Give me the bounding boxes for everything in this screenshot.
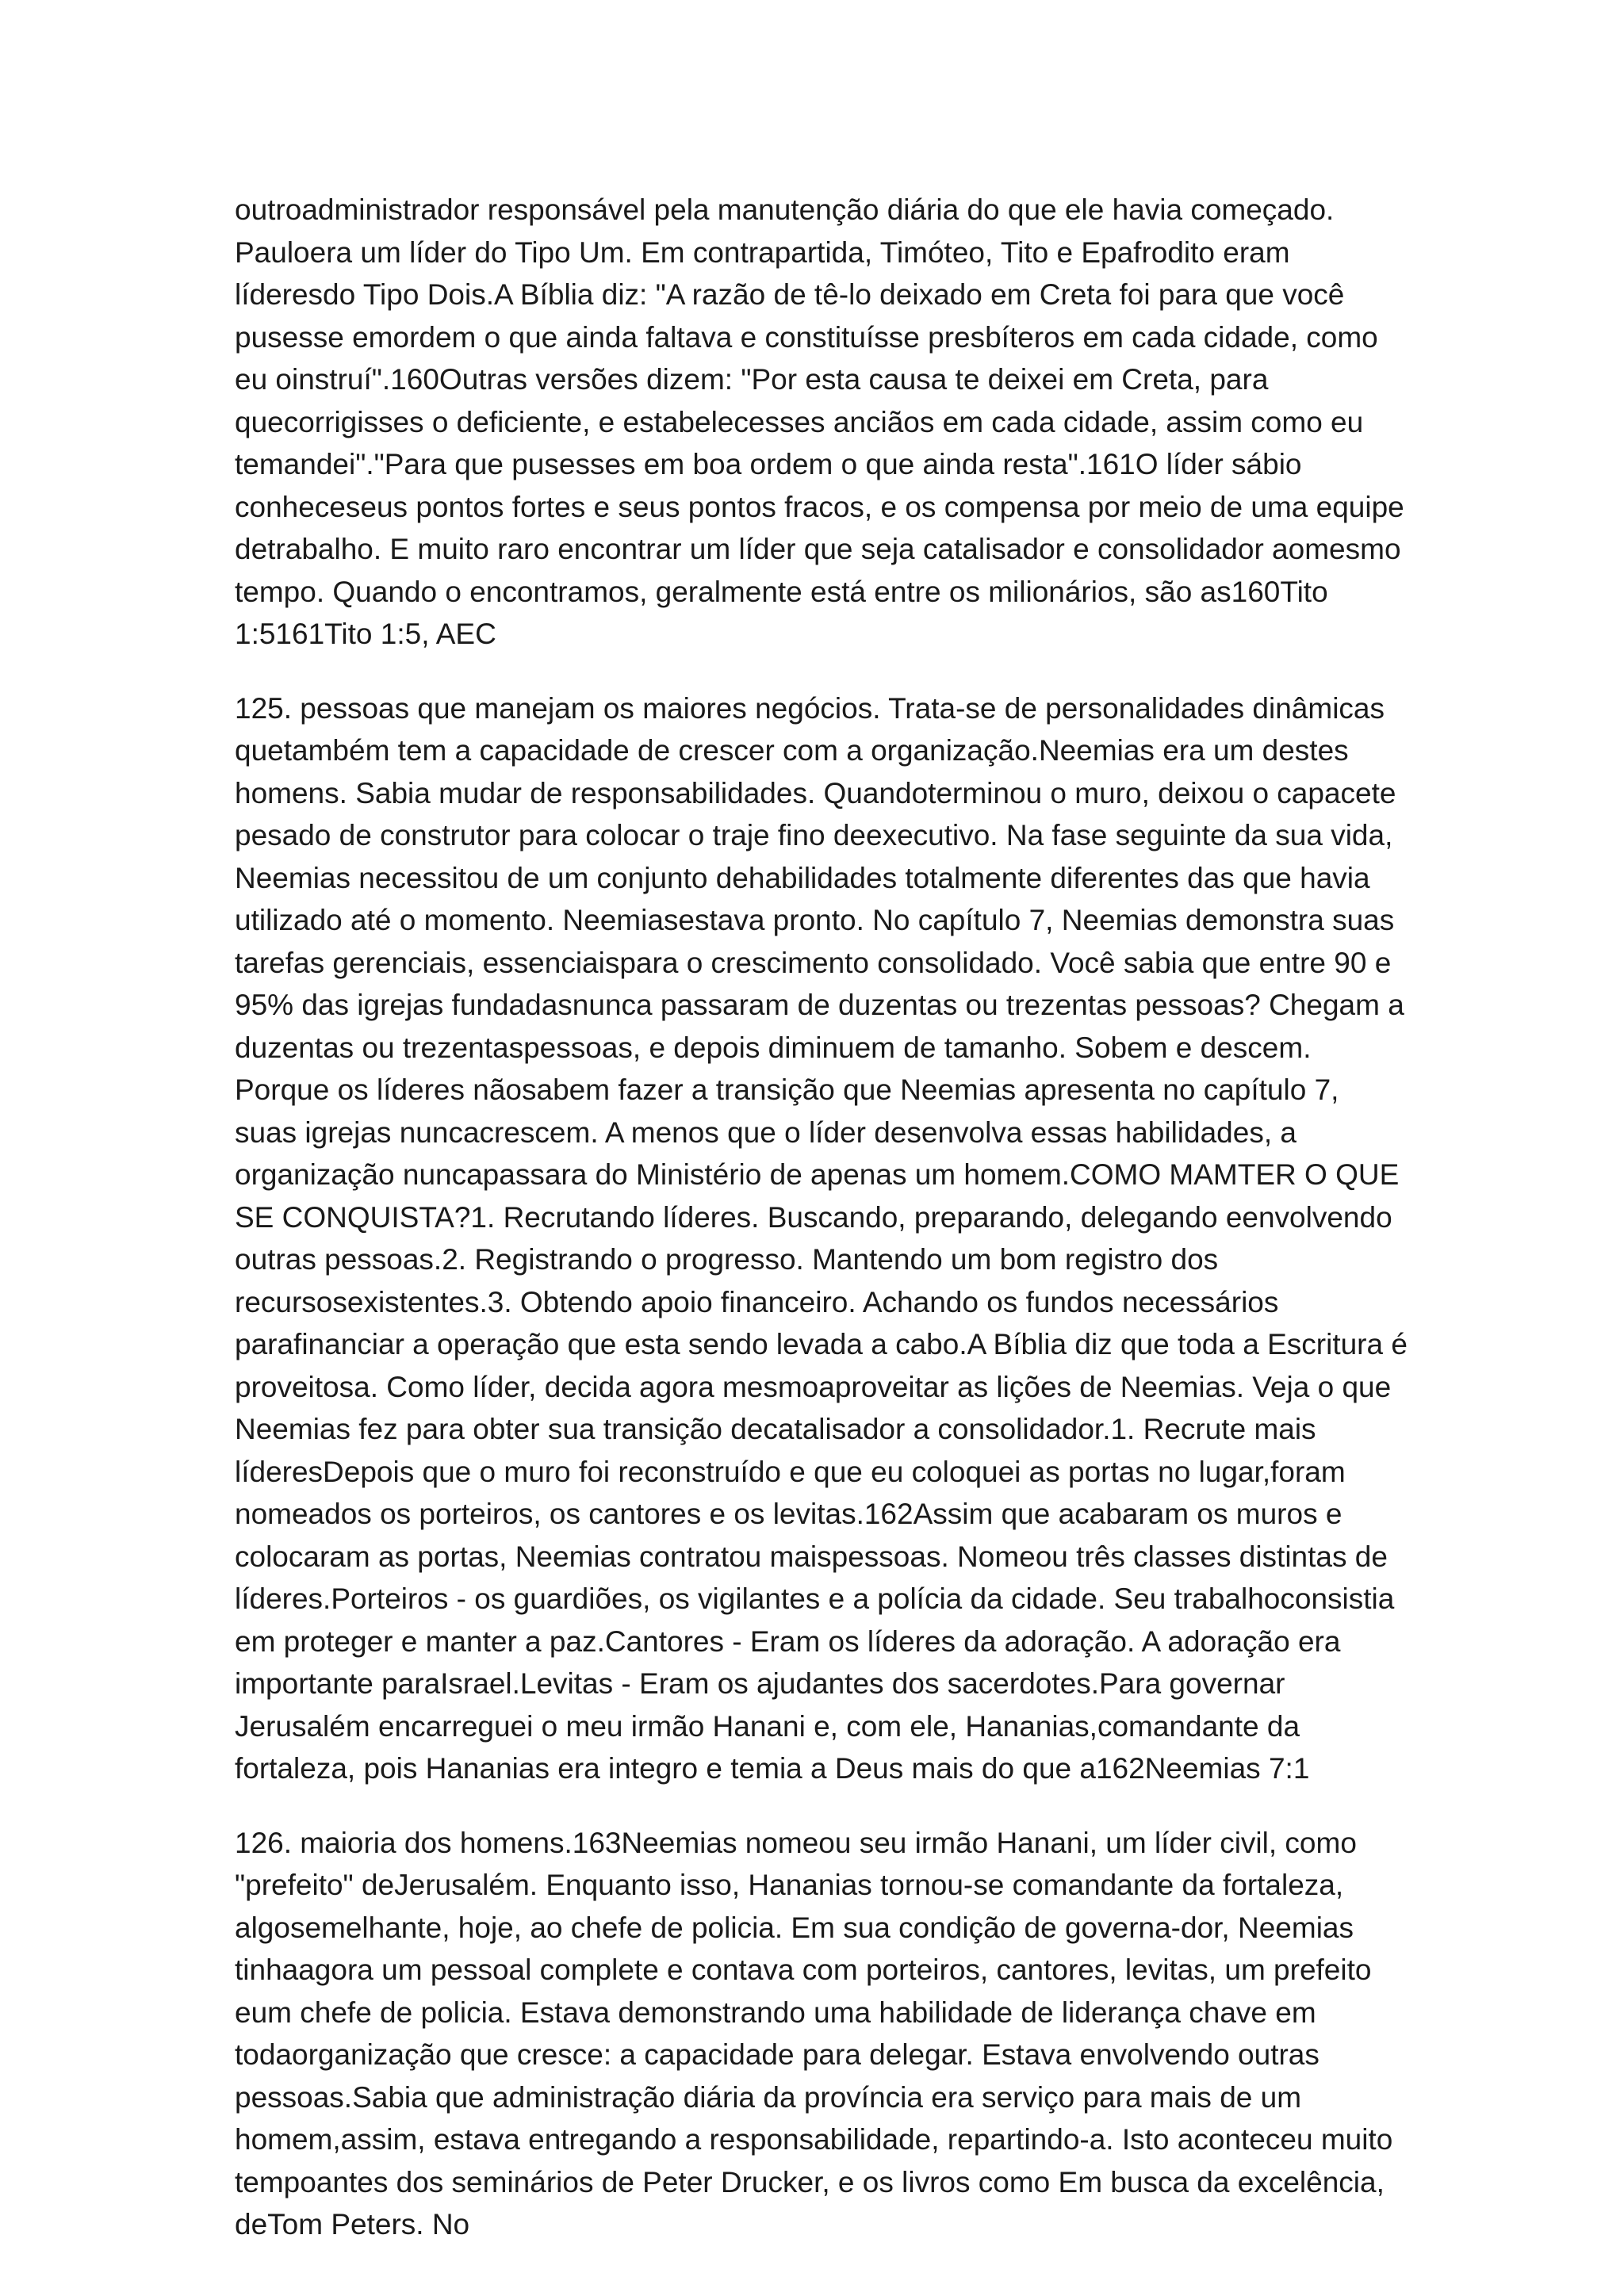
paragraph-3: 126. maioria dos homens.163Neemias nomeou seu irmão Hanani, um líder civil, como "prefeito" deJerusalém. Enquanto isso, Hananias tornou-se comandante da fortaleza, algosemelhante, hoje, ao chefe de policia. Em sua condição de governa-dor, Neemias tinhaagora um pessoal complete e contava com porteiros, cantores, levitas, um prefeito eum chefe de policia. Estava demonstrando uma habilidade de liderança chave em todaorganização que cresce: a capacidade para delegar. Estava envolvendo outras pessoas.Sabia que administração diária da província era serviço para mais de um homem,assim, estava entregando a responsabilidade, repartindo-a. Isto aconteceu muito tempoantes dos seminários de Peter Drucker, e os livros como Em busca da excelência, deTom Peters. No	[235, 1826, 1393, 2241]
document-body	[235, 189, 1408, 2246]
paragraph-1: outroadministrador responsável pela manutenção diária do que ele havia começado. Pauloera um líder do Tipo Um. Em contrapartida, Timóteo, Tito e Epafrodito eram líderesdo Tipo Dois.A Bíblia diz: "A razão de tê-lo deixado em Creta foi para que você pusesse emordem o que ainda faltava e constituísse presbíteros em cada cidade, como eu oinstruí".160Outras versões dizem: "Por esta causa te deixei em Creta, para quecorrigisses o deficiente, e estabelecesses anciãos em cada cidade, assim como eu temandei"."Para que pusesses em boa ordem o que ainda resta".161O líder sábio conheceseus pontos fortes e seus pontos fracos, e os compensa por meio de uma equipe detrabalho. E muito raro encontrar um líder que seja catalisador e consolidador aomesmo tempo. Quando o encontramos, geralmente está entre os milionários, são as160Tito 1:5161Tito 1:5, AEC	[235, 193, 1404, 650]
paragraph-2: 125. pessoas que manejam os maiores negócios. Trata-se de personalidades dinâmicas quetambém tem a capacidade de crescer com a organização.Neemias era um destes homens. Sabia mudar de responsabilidades. Quandoterminou o muro, deixou o capacete pesado de construtor para colocar o traje fino deexecutivo. Na fase seguinte da sua vida, Neemias necessitou de um conjunto dehabilidades totalmente diferentes das que havia utilizado até o momento. Neemiasestava pronto. No capítulo 7, Neemias demonstra suas tarefas gerenciais, essenciaispara o crescimento consolidado. Você sabia que entre 90 e 95% das igrejas fundadasnunca passaram de duzentas ou trezentas pessoas? Chegam a duzentas ou trezentaspessoas, e depois diminuem de tamanho. Sobem e descem. Porque os líderes nãosabem fazer a transição que Neemias apresenta no capítulo 7, suas igrejas nuncacrescem. A menos que o líder desenvolva essas habilidades, a organização nuncapassara do Ministério de apenas um homem.COMO MAMTER O QUE SE CONQUISTA?1. Recrutando líderes. Buscando, preparando, delegando eenvolvendo outras pessoas.2. Registrando o progresso. Mantendo um bom registro dos recursosexistentes.3. Obtendo apoio financeiro. Achando os fundos necessários parafinanciar a operação que esta sendo levada a cabo.A Bíblia diz que toda a Escritura é proveitosa. Como líder, decida agora mesmoaproveitar as lições de Neemias. Veja o que Neemias fez para obter sua transição decatalisador a consolidador.1. Recrute mais líderesDepois que o muro foi reconstruído e que eu coloquei as portas no lugar,foram nomeados os porteiros, os cantores e os levitas.162Assim que acabaram os muros e colocaram as portas, Neemias contratou maispessoas. Nomeou três classes distintas de líderes.Porteiros - os guardiões, os vigilantes e a polícia da cidade. Seu trabalhoconsistia em proteger e manter a paz.Cantores - Eram os líderes da adoração. A adoração era importante paraIsrael.Levitas - Eram os ajudantes dos sacerdotes.Para governar Jerusalém encarreguei o meu irmão Hanani e, com ele, Hananias,comandante da fortaleza, pois Hananias era integro e temia a Deus mais do que a162Neemias 7:1	[235, 691, 1408, 1785]
